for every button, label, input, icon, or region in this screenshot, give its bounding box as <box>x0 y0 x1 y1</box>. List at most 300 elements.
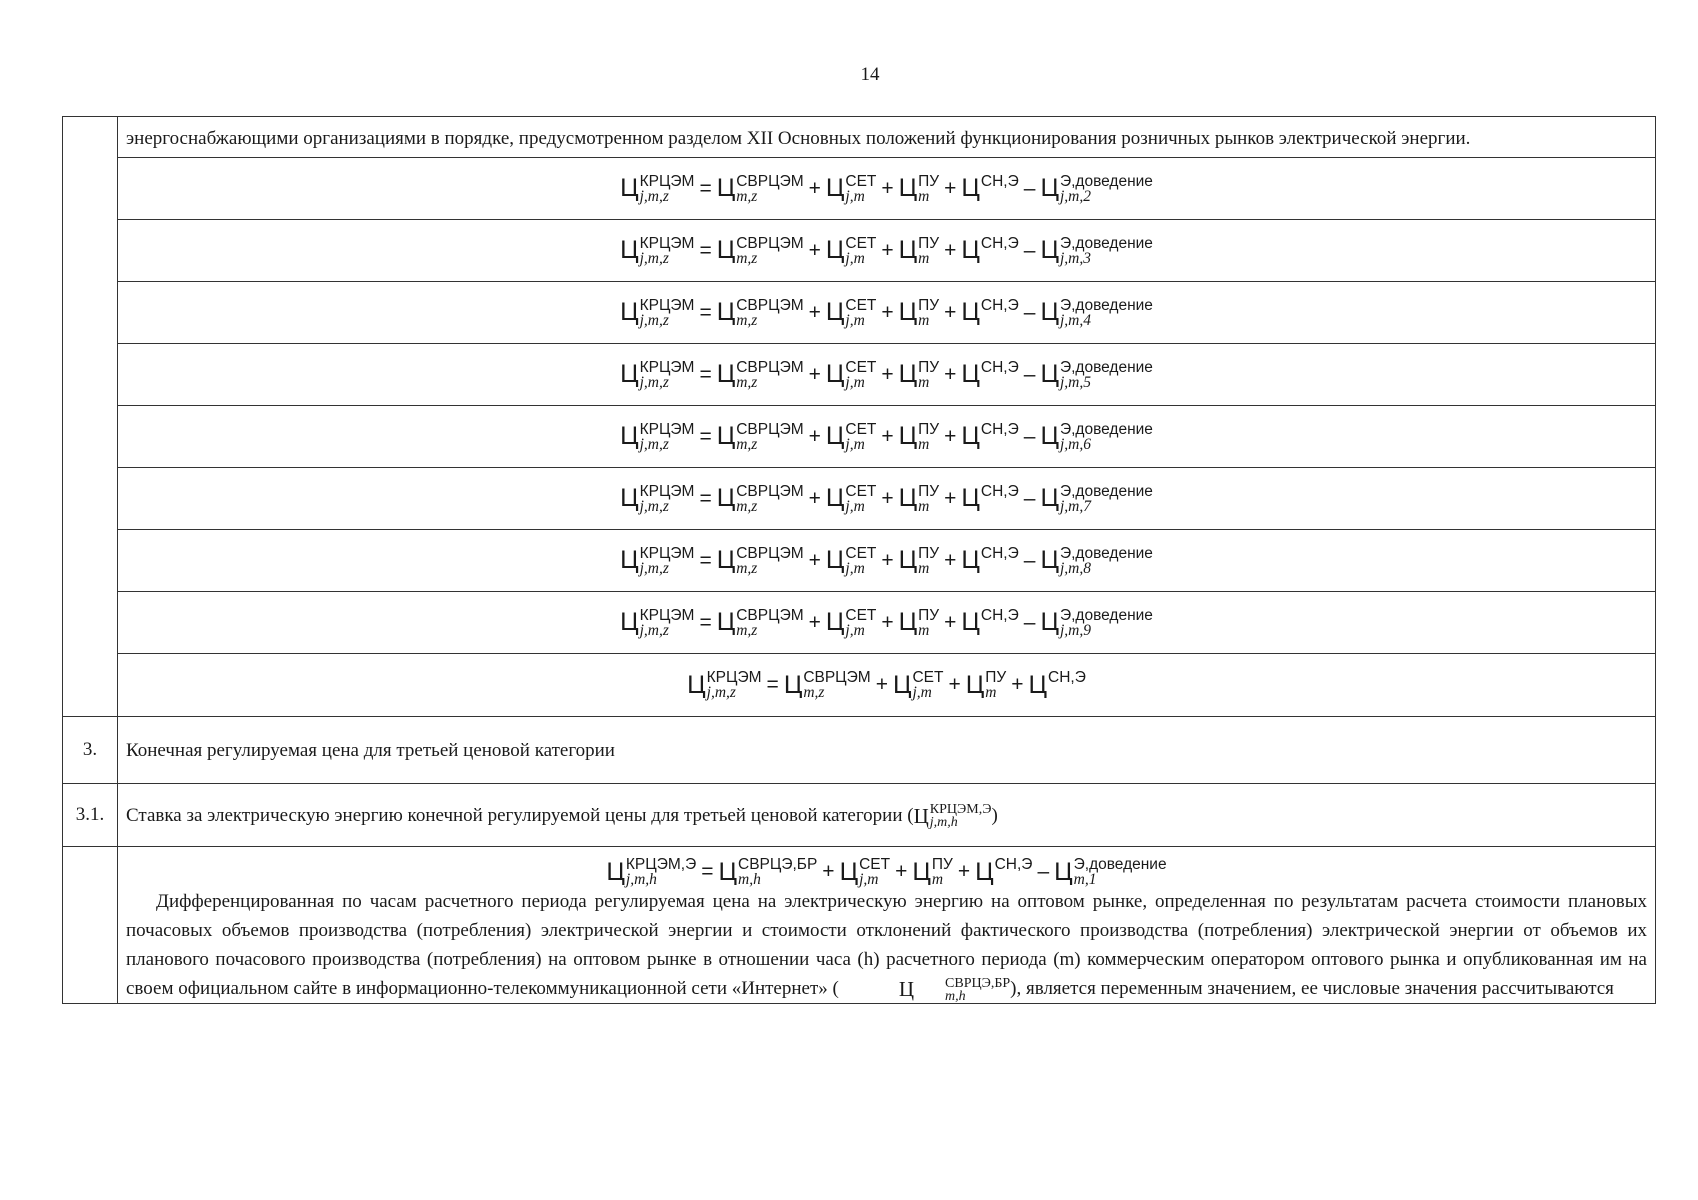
superscript: СВРЦЭ,БР <box>945 975 1011 991</box>
plus-sign: + <box>881 176 894 200</box>
formula-cell <box>118 158 1656 220</box>
plus-sign: + <box>808 300 821 324</box>
equals-sign: = <box>766 673 779 696</box>
plus-sign: + <box>822 860 835 883</box>
section-number: 3. <box>63 717 118 784</box>
price-symbol: Ц <box>892 670 912 699</box>
table-row <box>63 344 1656 406</box>
subscript: j,m,6 <box>1059 435 1091 453</box>
formula-cell <box>118 530 1656 592</box>
formula-term <box>717 174 804 204</box>
formula-term <box>826 298 877 328</box>
equals-sign: = <box>699 424 712 448</box>
subscript: m <box>918 373 930 391</box>
price-symbol: Ц <box>1040 608 1059 636</box>
minus-sign: – <box>1023 362 1036 386</box>
subscript: m,h <box>945 988 966 1004</box>
price-symbol: Ц <box>1054 857 1073 886</box>
superscript: СВРЦЭМ <box>736 296 804 314</box>
plus-sign: + <box>881 424 894 448</box>
superscript: СВРЦЭМ <box>803 669 871 686</box>
formula-term <box>899 298 940 328</box>
equals-sign: = <box>699 548 712 572</box>
formula <box>126 546 1647 576</box>
superscript: СЕТ <box>845 296 877 314</box>
formula-term <box>966 670 1007 700</box>
superscript: Э,доведение <box>1073 856 1167 873</box>
subscript: m,z <box>736 435 758 453</box>
subscript: m <box>918 187 930 205</box>
formula <box>126 608 1647 638</box>
formula-term <box>826 484 877 514</box>
price-symbol: Ц <box>961 174 980 202</box>
plus-sign: + <box>944 548 957 572</box>
plus-sign: + <box>808 610 821 634</box>
subscript: j,m,z <box>639 559 669 577</box>
subscript: m <box>985 684 997 701</box>
table-row <box>63 784 1656 847</box>
equals-sign: = <box>699 610 712 634</box>
superscript: ПУ <box>918 606 940 624</box>
subscript: m <box>918 621 930 639</box>
superscript: КРЦЭМ,Э <box>625 856 697 873</box>
formula-cell <box>118 282 1656 344</box>
formula-lhs <box>687 670 761 700</box>
formula-term <box>1040 546 1152 576</box>
formula-lhs <box>620 484 694 514</box>
formula-term <box>899 608 940 638</box>
price-symbol: Ц <box>961 422 980 450</box>
price-symbol: Ц <box>839 857 859 886</box>
formula-term <box>1040 484 1152 514</box>
price-symbol: Ц <box>825 174 845 202</box>
superscript: ПУ <box>918 420 940 438</box>
price-symbol: Ц <box>620 484 639 512</box>
price-symbol: Ц <box>961 484 980 512</box>
section-heading: Конечная регулируемая цена для третьей ценовой категории <box>126 739 615 761</box>
subsection-heading <box>126 801 1647 830</box>
formula <box>126 236 1647 266</box>
price-symbol: Ц <box>1040 236 1059 264</box>
plus-sign: + <box>808 362 821 386</box>
price-symbol: Ц <box>898 360 918 388</box>
price-symbol: Ц <box>975 857 994 886</box>
subscript: m <box>918 249 930 267</box>
price-symbol: Ц <box>620 546 639 574</box>
subscript: m <box>931 871 944 888</box>
formula-term <box>961 298 1018 328</box>
formula-term <box>826 174 877 204</box>
inline-symbol <box>839 977 1010 1003</box>
table-row <box>63 220 1656 282</box>
section-heading-cell <box>118 717 1656 784</box>
price-symbol: Ц <box>716 484 736 512</box>
formula <box>126 670 1647 700</box>
formula-lhs <box>620 174 694 204</box>
superscript: ПУ <box>931 856 953 873</box>
subscript: j,m,8 <box>1059 559 1091 577</box>
superscript: ПУ <box>918 358 940 376</box>
price-symbol: Ц <box>898 236 918 264</box>
minus-sign: – <box>1023 424 1036 448</box>
subscript: j,m,z <box>706 684 736 701</box>
formula <box>126 484 1647 514</box>
formula-term <box>975 857 1032 887</box>
formula-cell <box>118 344 1656 406</box>
formula-term <box>826 360 877 390</box>
formula-term <box>961 422 1018 452</box>
table-row <box>63 468 1656 530</box>
subscript: j,m <box>845 249 865 267</box>
formula-paragraph-cell <box>118 847 1656 1004</box>
superscript: КРЦЭМ <box>639 544 695 562</box>
subscript: j,m <box>845 187 865 205</box>
formula-term <box>717 360 804 390</box>
superscript: ПУ <box>918 482 940 500</box>
superscript: СН,Э <box>980 172 1019 190</box>
price-symbol: Ц <box>961 236 980 264</box>
formula-term <box>717 298 804 328</box>
superscript: СЕТ <box>845 172 877 190</box>
price-symbol: Ц <box>1040 422 1059 450</box>
price-symbol: Ц <box>620 298 639 326</box>
paragraph-text: Дифференцированная по часам расчетного периода регулируемая цена на электрическую энергию на оптовом рынке, определенная по результатам расчета стоимости плановых почасовых объемов производства (потребления) электрической энергии и стоимости отклонений фактического производства (потребления) электрической энергии от объемов их планового почасового производства (потребления) на оптовом рынке в отношении часа (h) расчетного периода (m) коммерческим оператором оптового рынка и опубликованная им на своем официальном сайте в информационно-телекоммуникационной сети «Интернет» ( <box>126 891 1647 999</box>
subsection-text-end: ) <box>991 804 998 826</box>
formula-term <box>784 670 871 700</box>
price-symbol: Ц <box>606 857 625 886</box>
subscript: m,h <box>738 871 761 888</box>
price-symbol: Ц <box>620 422 639 450</box>
subscript: j,m,7 <box>1059 497 1091 515</box>
formula-term <box>717 484 804 514</box>
section-number: 3.1. <box>63 784 118 847</box>
subscript: j,m,5 <box>1059 373 1091 391</box>
superscript: КРЦЭМ <box>639 296 695 314</box>
plus-sign: + <box>948 673 961 696</box>
superscript: Э,доведение <box>1059 420 1153 438</box>
formula-term <box>1040 236 1152 266</box>
superscript: СЕТ <box>845 358 877 376</box>
minus-sign: – <box>1023 238 1036 262</box>
equals-sign: = <box>699 238 712 262</box>
formula-term <box>1040 360 1152 390</box>
superscript: СЕТ <box>845 420 877 438</box>
formula-lhs <box>620 236 694 266</box>
price-symbol: Ц <box>961 608 980 636</box>
superscript: СВРЦЭМ <box>736 234 804 252</box>
superscript: СН,Э <box>980 420 1019 438</box>
subscript: m,z <box>736 559 758 577</box>
minus-sign: – <box>1037 860 1050 883</box>
subscript: m,1 <box>1073 871 1097 888</box>
superscript: КРЦЭМ <box>639 358 695 376</box>
price-symbol: Ц <box>716 422 736 450</box>
subscript: m,z <box>736 373 758 391</box>
price-symbol: Ц <box>898 546 918 574</box>
price-symbol: Ц <box>1040 298 1059 326</box>
formula-term <box>1054 857 1166 887</box>
table-row <box>63 847 1656 1004</box>
formula <box>126 174 1647 204</box>
superscript: КРЦЭМ <box>639 234 695 252</box>
superscript: СЕТ <box>845 234 877 252</box>
formula-lhs <box>606 857 696 887</box>
subscript: j,m <box>845 311 865 329</box>
row-number-cell <box>63 117 118 717</box>
formula-term <box>717 422 804 452</box>
formula-term <box>961 546 1018 576</box>
superscript: КРЦЭМ <box>639 172 695 190</box>
plus-sign: + <box>895 860 908 883</box>
plus-sign: + <box>944 610 957 634</box>
subscript: j,m <box>912 684 932 701</box>
price-symbol: Ц <box>961 298 980 326</box>
formula-term <box>826 236 877 266</box>
price-symbol: Ц <box>898 977 915 1002</box>
formula-term <box>899 484 940 514</box>
superscript: КРЦЭМ <box>706 669 762 686</box>
price-symbol: Ц <box>898 422 918 450</box>
superscript: СЕТ <box>845 482 877 500</box>
price-symbol: Ц <box>716 608 736 636</box>
subscript: j,m <box>859 871 879 888</box>
subscript: m,z <box>736 497 758 515</box>
price-symbol: Ц <box>718 857 737 886</box>
subscript: j,m,z <box>639 249 669 267</box>
paragraph-text-end: ), является переменным значением, ее числовые значения рассчитываются <box>1010 978 1614 999</box>
formula-term <box>961 360 1018 390</box>
formula-term <box>719 857 818 887</box>
superscript: СЕТ <box>859 856 891 873</box>
plus-sign: + <box>881 362 894 386</box>
superscript: КРЦЭМ <box>639 420 695 438</box>
superscript: СН,Э <box>1048 669 1086 686</box>
subscript: j,m,z <box>639 373 669 391</box>
minus-sign: – <box>1023 300 1036 324</box>
table-row <box>63 158 1656 220</box>
price-symbol: Ц <box>620 236 639 264</box>
price-symbol: Ц <box>620 608 639 636</box>
superscript: СН,Э <box>980 482 1019 500</box>
formula-lhs <box>620 608 694 638</box>
subscript: j,m <box>845 497 865 515</box>
equals-sign: = <box>701 860 714 883</box>
page-number: 14 <box>860 64 880 85</box>
subscript: j,m,3 <box>1059 249 1091 267</box>
price-symbol: Ц <box>620 360 639 388</box>
price-symbol: Ц <box>1040 174 1059 202</box>
equals-sign: = <box>699 362 712 386</box>
table-row <box>63 530 1656 592</box>
plus-sign: + <box>808 486 821 510</box>
formula-term <box>961 484 1018 514</box>
superscript: СВРЦЭМ <box>736 172 804 190</box>
plus-sign: + <box>944 238 957 262</box>
subsection-heading-cell <box>118 784 1656 847</box>
price-symbol: Ц <box>687 670 706 699</box>
table-row <box>63 592 1656 654</box>
superscript: СЕТ <box>912 669 944 686</box>
subscript: m,z <box>803 684 825 701</box>
formula-cell <box>118 406 1656 468</box>
price-symbol: Ц <box>898 174 918 202</box>
formula-term <box>961 608 1018 638</box>
formula-term <box>1040 174 1152 204</box>
plus-sign: + <box>944 486 957 510</box>
plus-sign: + <box>881 300 894 324</box>
plus-sign: + <box>944 176 957 200</box>
formula-lhs <box>620 360 694 390</box>
formula-term <box>899 546 940 576</box>
superscript: ПУ <box>918 544 940 562</box>
subscript: m <box>918 435 930 453</box>
table-row <box>63 717 1656 784</box>
superscript: Э,доведение <box>1059 606 1153 624</box>
subscript: j,m,2 <box>1059 187 1091 205</box>
price-symbol: Ц <box>961 546 980 574</box>
intro-cell <box>118 117 1656 158</box>
equals-sign: = <box>699 176 712 200</box>
price-symbol: Ц <box>825 298 845 326</box>
price-symbol: Ц <box>825 422 845 450</box>
plus-sign: + <box>881 548 894 572</box>
superscript: СВРЦЭМ <box>736 482 804 500</box>
subscript: m,z <box>736 311 758 329</box>
formula <box>126 298 1647 328</box>
superscript: СВРЦЭ,БР <box>738 856 818 873</box>
superscript: ПУ <box>918 172 940 190</box>
formula-term <box>899 236 940 266</box>
formula-term <box>717 236 804 266</box>
plus-sign: + <box>808 424 821 448</box>
superscript: КРЦЭМ <box>639 482 695 500</box>
table-row <box>63 654 1656 717</box>
formula-term <box>899 360 940 390</box>
formula-term <box>826 422 877 452</box>
price-symbol: Ц <box>716 546 736 574</box>
superscript: СВРЦЭМ <box>736 544 804 562</box>
subscript: j,m,z <box>639 187 669 205</box>
price-symbol: Ц <box>825 236 845 264</box>
subscript: j,m <box>845 559 865 577</box>
subscript: m <box>918 497 930 515</box>
superscript: ПУ <box>918 296 940 314</box>
superscript: СН,Э <box>980 234 1019 252</box>
price-symbol: Ц <box>783 670 803 699</box>
formula <box>126 422 1647 452</box>
price-formula-table <box>62 116 1656 1004</box>
plus-sign: + <box>944 300 957 324</box>
price-symbol: Ц <box>1040 546 1059 574</box>
superscript: СН,Э <box>980 296 1019 314</box>
price-symbol: Ц <box>716 298 736 326</box>
formula-term <box>961 236 1018 266</box>
table-row <box>63 282 1656 344</box>
superscript: КРЦЭМ <box>639 606 695 624</box>
minus-sign: – <box>1023 486 1036 510</box>
superscript: Э,доведение <box>1059 544 1153 562</box>
subscript: j,m,9 <box>1059 621 1091 639</box>
inline-symbol <box>914 803 992 829</box>
table-row <box>63 117 1656 158</box>
intro-text: энергоснабжающими организациями в порядке, предусмотренном разделом XII Основных положений функционирования розничных рынков электрической энергии. <box>126 128 1471 149</box>
subscript: j,m <box>845 621 865 639</box>
price-symbol: Ц <box>825 484 845 512</box>
price-symbol: Ц <box>620 174 639 202</box>
superscript: ПУ <box>985 669 1007 686</box>
formula-term <box>899 174 940 204</box>
plus-sign: + <box>881 486 894 510</box>
minus-sign: – <box>1023 548 1036 572</box>
formula <box>126 857 1647 887</box>
superscript: СН,Э <box>994 856 1033 873</box>
superscript: Э,доведение <box>1059 296 1153 314</box>
superscript: Э,доведение <box>1059 172 1153 190</box>
description-paragraph <box>126 887 1647 1003</box>
formula-term <box>717 608 804 638</box>
superscript: КРЦЭМ,Э <box>929 802 992 818</box>
subscript: m,z <box>736 249 758 267</box>
subscript: m,z <box>736 621 758 639</box>
row-number-cell <box>63 847 118 1004</box>
plus-sign: + <box>808 238 821 262</box>
plus-sign: + <box>957 860 971 883</box>
price-symbol: Ц <box>716 174 736 202</box>
formula-term <box>826 608 877 638</box>
formula-term <box>1040 422 1152 452</box>
superscript: СВРЦЭМ <box>736 606 804 624</box>
plus-sign: + <box>881 610 894 634</box>
subscript: j,m,z <box>639 311 669 329</box>
price-symbol: Ц <box>716 236 736 264</box>
subscript: j,m <box>845 435 865 453</box>
price-symbol: Ц <box>1028 670 1047 699</box>
subscript: j,m,z <box>639 435 669 453</box>
subscript: j,m,h <box>625 871 657 888</box>
plus-sign: + <box>808 548 821 572</box>
subscript: j,m <box>845 373 865 391</box>
price-symbol: Ц <box>825 546 845 574</box>
price-symbol: Ц <box>716 360 736 388</box>
subscript: j,m,h <box>929 815 958 831</box>
plus-sign: + <box>881 238 894 262</box>
minus-sign: – <box>1023 176 1036 200</box>
plus-sign: + <box>944 362 957 386</box>
superscript: СВРЦЭМ <box>736 358 804 376</box>
formula <box>126 360 1647 390</box>
superscript: СЕТ <box>845 544 877 562</box>
formula-term <box>1040 608 1152 638</box>
superscript: Э,доведение <box>1059 234 1153 252</box>
superscript: СВРЦЭМ <box>736 420 804 438</box>
equals-sign: = <box>699 486 712 510</box>
superscript: ПУ <box>918 234 940 252</box>
superscript: СЕТ <box>845 606 877 624</box>
formula-cell <box>118 592 1656 654</box>
plus-sign: + <box>944 424 957 448</box>
minus-sign: – <box>1023 610 1036 634</box>
price-symbol: Ц <box>965 670 985 699</box>
formula-lhs <box>620 546 694 576</box>
formula-term <box>893 670 944 700</box>
formula-term <box>840 857 891 887</box>
price-symbol: Ц <box>1040 360 1059 388</box>
price-symbol: Ц <box>898 608 918 636</box>
price-symbol: Ц <box>961 360 980 388</box>
formula-term <box>899 422 940 452</box>
formula-term <box>1029 670 1086 700</box>
table-row <box>63 406 1656 468</box>
